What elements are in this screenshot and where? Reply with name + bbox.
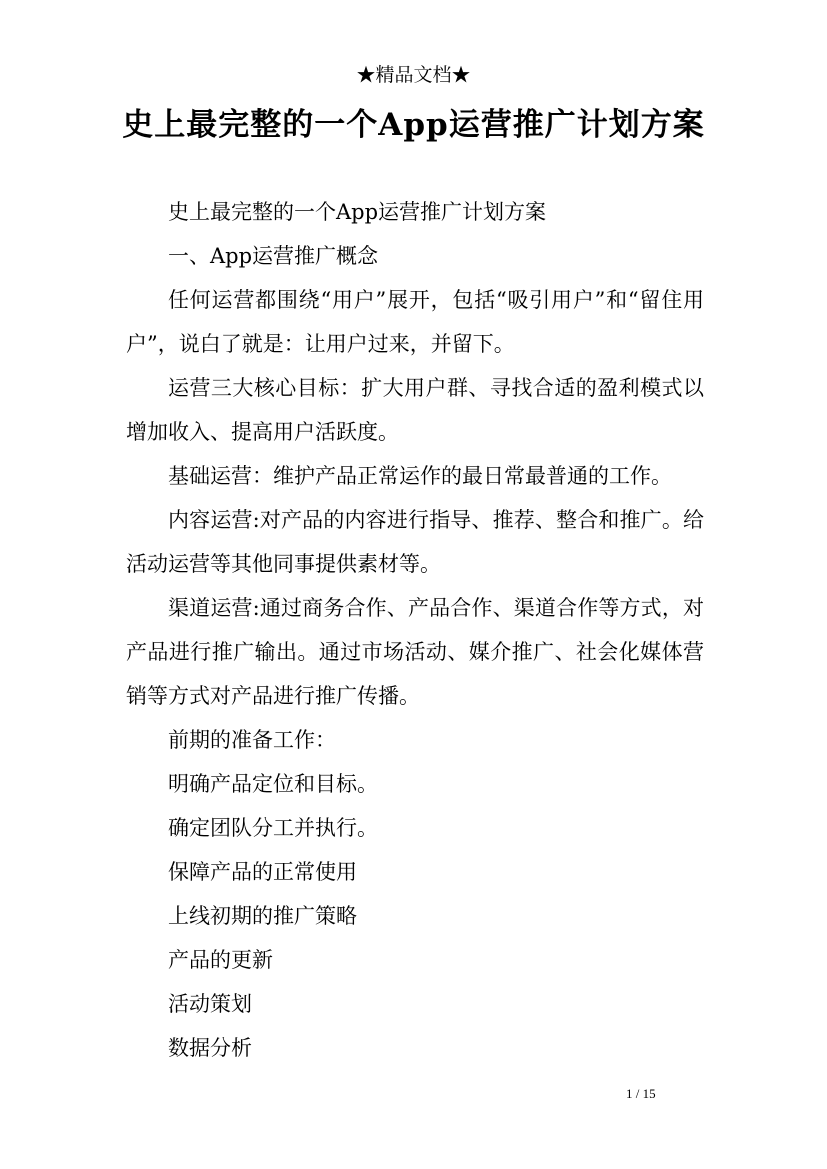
body-paragraph: 史上最完整的一个App运营推广计划方案 — [168, 200, 547, 224]
body-paragraph: 渠道运营:通过商务合作、产品合作、渠道合作等方式，对产品进行推广输出。通过市场活动、媒介推广、社会化媒体营销等方式对产品进行推广传播。 — [126, 596, 704, 708]
body-paragraph: 基础运营：维护产品正常运作的最日常最普通的工作。 — [168, 464, 672, 488]
list-item: 保障产品的正常使用 — [168, 860, 357, 884]
section-heading: 一、App运营推广概念 — [168, 244, 379, 268]
body-paragraph: 运营三大核心目标：扩大用户群、寻找合适的盈利模式以增加收入、提高用户活跃度。 — [126, 376, 704, 444]
list-item: 产品的更新 — [168, 948, 273, 972]
body-paragraph: 前期的准备工作： — [168, 728, 336, 752]
list-item: 活动策划 — [168, 992, 252, 1016]
list-item: 数据分析 — [168, 1036, 252, 1060]
body-paragraph: 任何运营都围绕“用户”展开，包括“吸引用户”和“留住用户”，说白了就是：让用户过来，并留下。 — [126, 288, 704, 356]
document-body — [126, 190, 704, 1070]
document-title: 史上最完整的一个App运营推广计划方案 — [122, 107, 705, 143]
list-item: 明确产品定位和目标。 — [168, 772, 378, 796]
list-item: 确定团队分工并执行。 — [168, 816, 378, 840]
body-paragraph: 内容运营:对产品的内容进行指导、推荐、整合和推广。给活动运营等其他同事提供素材等。 — [126, 508, 704, 576]
list-item: 上线初期的推广策略 — [168, 904, 357, 928]
document-header: ★精品文档★ — [356, 64, 471, 86]
page-number: 1 / 15 — [626, 1086, 656, 1101]
